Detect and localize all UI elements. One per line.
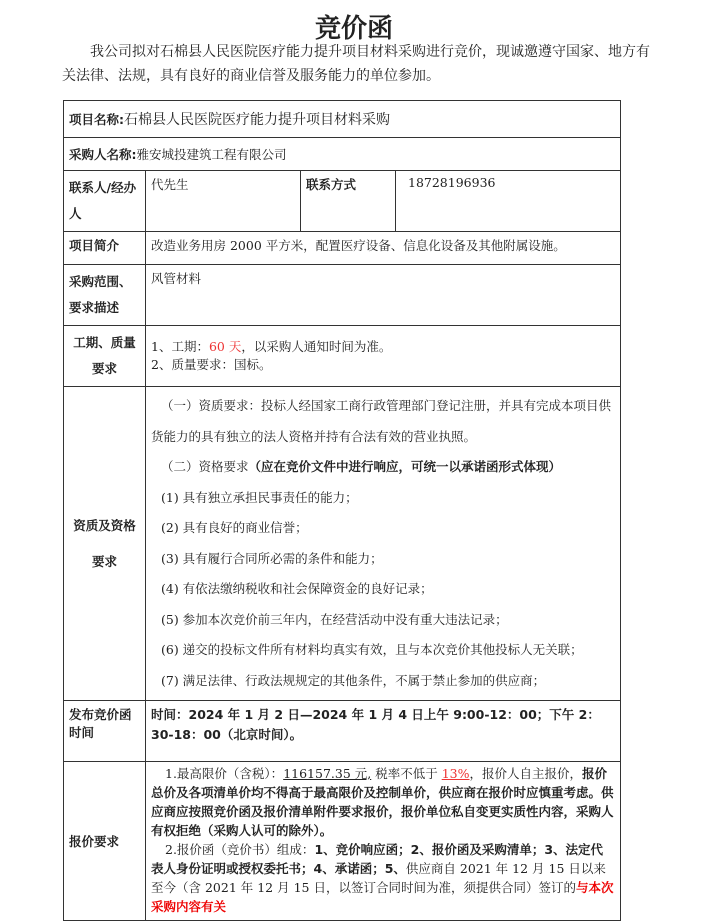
contact-method-label: 联系方式 xyxy=(301,171,396,232)
qualification-item: (7) 满足法律、行政法规规定的其他条件，不属于禁止参加的供应商； xyxy=(161,672,546,688)
project-name-label: 项目名称: xyxy=(69,112,124,127)
contact-value: 代先生 xyxy=(146,171,301,232)
row-project-name xyxy=(64,101,621,138)
summary-label: 项目简介 xyxy=(64,232,146,265)
qualification-label: 资质及资格要求 xyxy=(64,387,146,701)
page-title: 竞价函 xyxy=(314,14,393,44)
project-name-value: 石棉县人民医院医疗能力提升项目材料采购 xyxy=(124,112,390,128)
qualification-item: (6) 递交的投标文件所有材料均真实有效，且与本次竞价其他投标人无关联； xyxy=(161,642,583,657)
row-buyer xyxy=(64,138,621,171)
buyer-label: 采购人名称: xyxy=(69,147,137,162)
row-period xyxy=(64,326,621,387)
qualification-item: (1) 具有独立承担民事责任的能力； xyxy=(161,489,358,505)
publish-time-label: 发布竞价函时间 xyxy=(64,701,146,762)
qualification-p2: （二）资格要求（应在竞价文件中进行响应，可统一以承诺函形式体现） xyxy=(161,459,562,474)
bid-table xyxy=(63,100,621,921)
publish-time-value: 时间：2024 年 1 月 2 日—2024 年 1 月 4 日上午 9:00-12：00；下午 2：30-18：00（北京时间）。 xyxy=(146,701,621,762)
period-days: 60 天 xyxy=(208,339,242,354)
qualification-p1: （一）资质要求：投标人经国家工商行政管理部门登记注册，并具有完成本项目供货能力的具有独立的法人资格并持有合法有效的营业执照。 xyxy=(151,398,612,444)
row-quote xyxy=(64,762,621,921)
scope-value: 风管材料 xyxy=(146,265,621,326)
summary-value: 改造业务用房 2000 平方米，配置医疗设备、信息化设备及其他附属设施。 xyxy=(146,232,621,265)
period-line1: 1、工期：60 天，以采购人通知时间为准。 xyxy=(151,339,392,354)
max-price: 116157.35 元, xyxy=(283,766,372,781)
quote-label: 报价要求 xyxy=(64,762,146,921)
row-publish-time xyxy=(64,701,621,762)
contact-phone: 18728196936 xyxy=(396,171,621,232)
row-contact xyxy=(64,171,621,232)
period-line2: 2、质量要求：国标。 xyxy=(151,357,272,372)
row-summary xyxy=(64,232,621,265)
qualification-item: (5) 参加本次竞价前三年内，在经营活动中没有重大违法记录； xyxy=(161,611,508,627)
qualification-item: (4) 有依法缴纳税收和社会保障资金的良好记录； xyxy=(161,581,433,596)
quote-para2: 2.报价函（竞价书）组成：1、竞价响应函；2、报价函及采购清单；3、法定代表人身份证明或授权委托书；4、承诺函；5、供应商自 2021 年 12 月 15 日以来至今（含 2021 年 12 月 15 日，以签订合同时间为准，须提供合同）签订的与本次采购内容有关 xyxy=(151,842,614,914)
buyer-value: 雅安城投建筑工程有限公司 xyxy=(136,147,287,162)
scope-label: 采购范围、要求描述 xyxy=(64,265,146,326)
contact-label: 联系人/经办人 xyxy=(64,171,146,232)
quote-para1: 1.最高限价（含税）：116157.35 元, 税率不低于 13%，报价人自主报价，报价总价及各项清单价均不得高于最高限价及控制单价，供应商在报价时应慎重考虑。供应商应按照竞价函及报价清单附件要求报价，报价单位私自变更实质性内容，采购人有权拒绝（采购人认可的除外）。 xyxy=(151,766,614,838)
qualification-item: (2) 具有良好的商业信誉； xyxy=(161,520,308,535)
period-label: 工期、质量要求 xyxy=(64,326,146,387)
intro-paragraph: 我公司拟对石棉县人民医院医疗能力提升项目材料采购进行竞价，现诚邀遵守国家、地方有关法律、法规，具有良好的商业信誉及服务能力的单位参加。 xyxy=(62,44,650,84)
tax-rate: 13% xyxy=(441,766,470,781)
qualification-item: (3) 具有履行合同所必需的条件和能力； xyxy=(161,550,383,566)
row-qualification xyxy=(64,387,621,701)
row-scope xyxy=(64,265,621,326)
